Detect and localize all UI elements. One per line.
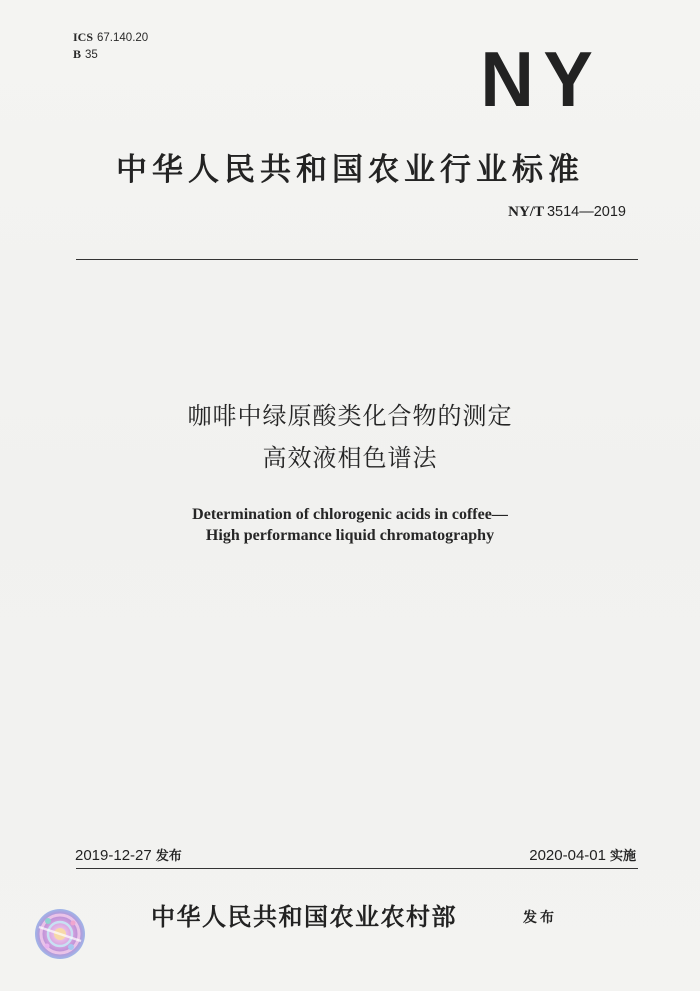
ics-value: 67.140.20 (97, 32, 149, 44)
standard-number (508, 204, 626, 221)
ccs-code (73, 46, 148, 63)
issue-label: 发布 (155, 849, 182, 864)
top-divider (76, 259, 638, 260)
implement-label: 实施 (609, 849, 636, 864)
standard-number-value: 3514—2019 (546, 204, 626, 220)
implement-date-row (529, 845, 636, 864)
en-title-line-2: High performance liquid chromatography (205, 527, 495, 544)
classification-codes (73, 29, 148, 63)
ccs-prefix: B (73, 47, 82, 61)
standard-category-title: 中华人民共和国农业行业标准 (116, 152, 584, 188)
ny-logo: NY (480, 35, 602, 123)
implement-date: 2020-04-01 (529, 847, 606, 864)
bottom-divider (76, 868, 638, 869)
en-title-line-1: Determination of chlorogenic acids in coffee— (192, 506, 508, 523)
issue-date-row (75, 845, 182, 864)
cn-title-line-2: 高效液相色谱法 (262, 444, 438, 472)
ics-prefix: ICS (73, 30, 94, 44)
standard-number-prefix: NY/T (508, 204, 544, 220)
cn-title-line-1: 咖啡中绿原酸类化合物的测定 (187, 402, 513, 430)
ccs-value: 35 (85, 49, 98, 61)
issue-date: 2019-12-27 (75, 847, 152, 864)
publisher-name: 中华人民共和国农业农村部 (151, 902, 457, 931)
publish-label: 发布 (523, 910, 557, 926)
ics-code (73, 29, 148, 46)
anti-counterfeit-seal-icon (33, 907, 87, 961)
